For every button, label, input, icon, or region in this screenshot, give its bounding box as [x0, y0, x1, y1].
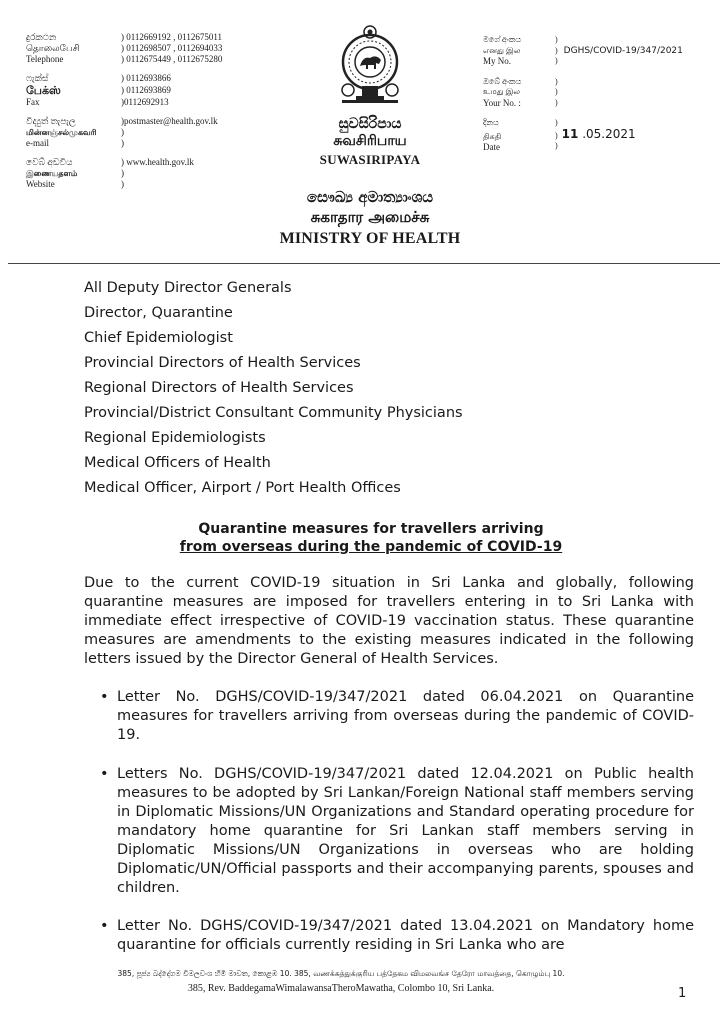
recipient: Provincial/District Consultant Community Physicians: [84, 405, 463, 421]
your-no-label-en: Your No. :: [483, 97, 521, 108]
fax-value-1: ) 0112693866: [121, 73, 171, 83]
date-value: ) 11 .05.2021: [555, 126, 636, 141]
subject-line-1: Quarantine measures for travellers arriving: [198, 521, 544, 537]
recipient: Medical Officer, Airport / Port Health Offices: [84, 480, 401, 496]
contact-block: [26, 32, 222, 198]
bracket: ): [555, 76, 558, 86]
your-no-label-ta: உமது இல: [483, 87, 521, 96]
ministry-english: MINISTRY OF HEALTH: [279, 230, 461, 247]
fax-label-ta: பேக்ஸ்: [26, 84, 61, 97]
recipient: Provincial Directors of Health Services: [84, 355, 361, 371]
website-label-en: Website: [26, 179, 55, 189]
header-divider: [8, 263, 720, 264]
contact-email: [26, 116, 222, 149]
email-bracket: ): [121, 138, 124, 148]
bracket: ): [555, 87, 558, 96]
contact-website: [26, 157, 222, 190]
bracket: ): [555, 35, 558, 44]
date-day: 11: [561, 126, 579, 141]
recipient: Regional Epidemiologists: [84, 430, 266, 446]
telephone-label-en: Telephone: [26, 54, 64, 64]
website-label-si: වෙබ් අඩවිය: [26, 157, 73, 167]
ref-your-no: [483, 77, 715, 109]
fax-label-en: Fax: [26, 97, 40, 107]
email-label-en: e-mail: [26, 138, 49, 148]
telephone-label-si: දුරකථන: [26, 32, 57, 42]
my-no-label-ta: எனது இல: [483, 45, 521, 55]
my-no-text: DGHS/COVID-19/347/2021: [563, 45, 683, 56]
your-no-label-si: ඔබේ අංකය: [483, 76, 522, 86]
suwasiripaya-tamil: சுவசிரிபாய: [333, 133, 407, 149]
recipient: Medical Officers of Health: [84, 455, 271, 471]
suwasiripaya-sinhala: සුවසිරිපාය: [338, 116, 402, 132]
contact-telephone: [26, 32, 222, 65]
reference-block: [483, 35, 715, 163]
email-label-ta: மின்னஞ்சல்முகவரி: [26, 128, 97, 137]
date-label-en: Date: [483, 142, 500, 152]
my-no-value: ) DGHS/COVID-19/347/2021: [555, 45, 683, 56]
email-value[interactable]: )postmaster@health.gov.lk: [121, 116, 218, 126]
letter-bullet: • Letter No. DGHS/COVID-19/347/2021 dated 06.04.2021 on Quarantine measures for travellers arriving from overseas during the pandemic of COVID-19.: [100, 688, 694, 745]
date-month-year: .05.2021: [582, 126, 636, 141]
intro-paragraph: Due to the current COVID-19 situation in Sri Lanka and globally, following quarantine measures are imposed for travellers entering in to Sri Lanka with immediate effect irrespective of COVID-19 vaccination status. These quarantine measures are amendments to the existing measures indicated in the following letters issued by the Director General of Health Services.: [84, 575, 694, 667]
letter-subject: [150, 520, 592, 556]
telephone-value-1: ) 0112669192 , 0112675011: [121, 32, 222, 42]
email-label-si: විද්‍යුත් තැපැල: [26, 116, 76, 126]
website-value[interactable]: ) www.health.gov.lk: [121, 157, 194, 167]
footer-address-english: 385, Rev. BaddegamaWimalawansaTheroMawatha, Colombo 10, Sri Lanka.: [187, 983, 495, 994]
fax-value-2: ) 0112693869: [121, 85, 171, 95]
recipient: Director, Quarantine: [84, 305, 233, 321]
fax-label-si: ෆැක්ස්: [26, 73, 49, 83]
ministry-sinhala: සෞඛ්‍ය අමාත්‍යාංශය: [306, 188, 434, 206]
suwasiripaya-english: SUWASIRIPAYA: [319, 152, 421, 167]
letter-bullet: • Letter No. DGHS/COVID-19/347/2021 dated 13.04.2021 on Mandatory home quarantine for officials currently residing in Sri Lanka who are: [100, 917, 694, 955]
telephone-label-ta: தொலைபேசி: [26, 43, 80, 53]
my-no-label-en: My No.: [483, 56, 512, 66]
letter-bullet: • Letters No. DGHS/COVID-19/347/2021 dated 12.04.2021 on Public health measures to be adopted by Sri Lankan/Foreign National staff members serving in Diplomatic Missions/UN Organizations and Standard operating procedure for mandatory home quarantine for Sri Lankan staff members serving in Diplomatic Missions/UN Organizations in overseas who are holding Diplomatic/UN/Official passports and their accompanying parents, spouses and children.: [100, 765, 694, 898]
website-label-ta: இணையதளம்: [26, 169, 78, 178]
ref-my-no: [483, 35, 715, 67]
footer-address-local: 385, පූජ්‍ය බද්දේගම විමලවංශ හිමි මාවත, කොළඹ 10. 385, வணக்கத்துக்குரிய பத்தேகம விமலவங்ச தேரோ மாவத்தை, கொழும்பு 10.: [117, 969, 565, 978]
national-emblem-icon: [334, 24, 406, 104]
page-number: 1: [678, 986, 687, 1001]
recipient: Chief Epidemiologist: [84, 330, 233, 346]
ministry-tamil: சுகாதார அமைச்சு: [310, 208, 430, 226]
ref-date: [483, 118, 715, 153]
recipients-list: [84, 276, 463, 501]
date-label-si: දිනය: [483, 118, 499, 127]
email-bracket: ): [121, 127, 124, 137]
bracket: ): [555, 97, 558, 107]
telephone-value-3: ) 0112675449 , 0112675280: [121, 54, 223, 64]
bracket: ): [555, 56, 558, 65]
fax-value-3: )0112692913: [121, 97, 169, 107]
my-no-label-si: මගේ අංකය: [483, 35, 522, 44]
telephone-value-2: ) 0112698507 , 0112694033: [121, 43, 223, 53]
recipient: Regional Directors of Health Services: [84, 380, 354, 396]
bracket: ): [555, 141, 558, 150]
subject-line-2: from overseas during the pandemic of COVID-19: [179, 539, 563, 555]
website-bracket: ): [121, 179, 124, 189]
date-label-ta: திகதி: [483, 131, 502, 141]
bracket: ): [555, 118, 558, 127]
website-bracket: ): [121, 168, 124, 178]
recipient: All Deputy Director Generals: [84, 280, 292, 296]
contact-fax: [26, 73, 222, 108]
